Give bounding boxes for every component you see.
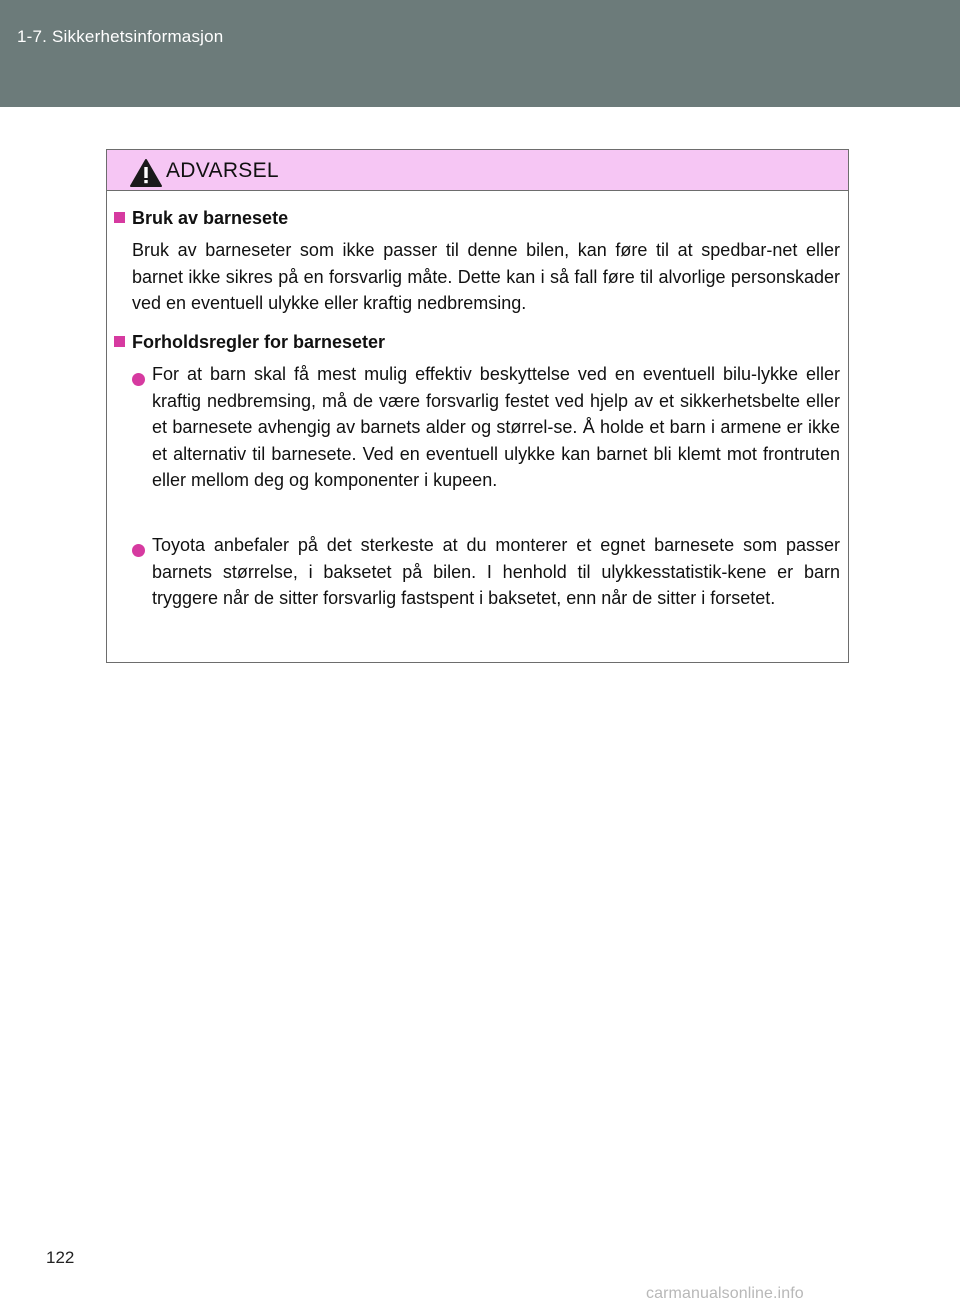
round-bullet-icon — [132, 373, 145, 386]
section-title: 1-7. Sikkerhetsinformasjon — [17, 27, 224, 46]
bullet-paragraph: Toyota anbefaler på det sterkeste at du monterer et egnet barnesete som passer barnets størrelse, i baksetet på bilen. I henhold til ulykkesstatistik-kene er barn tryggere når de sitter forsvarlig fastspent i baksetet, enn når de sitter i forsetet. — [152, 535, 840, 608]
section-heading-text: Forholdsregler for barneseter — [132, 332, 386, 352]
warning-triangle-icon — [129, 158, 163, 188]
section-heading-child-seat-use — [114, 208, 288, 229]
warning-box — [106, 149, 849, 663]
square-bullet-icon — [114, 212, 125, 223]
warning-header — [107, 150, 848, 191]
paragraph: Bruk av barneseter som ikke passer til denne bilen, kan føre til at spedbar-net eller barnet ikke sikres på en forsvarlig måte. Dette kan i så fall føre til alvorlige personskader ved en eventuell ulykke eller kraftig nedbremsing. — [132, 240, 840, 313]
page-number: 122 — [46, 1248, 75, 1267]
square-bullet-icon — [114, 336, 125, 347]
header-bar — [0, 0, 960, 107]
section-heading-text: Bruk av barnesete — [132, 208, 289, 228]
watermark: carmanualsonline.info — [646, 1285, 804, 1302]
bullet-paragraph: For at barn skal få mest mulig effektiv beskyttelse ved en eventuell bilu-lykke eller kraftig nedbremsing, må de være forsvarlig festet ved hjelp av et sikkerhetsbelte eller et barnesete avhengig av barnets alder og størrel-se. Å holde et barn i armene er ikke et alternativ til barnesete. Ved en eventuell ulykke kan barnet bli klemt mot frontruten eller mellom deg og komponenter i kupeen. — [152, 364, 840, 490]
section-heading-precautions — [114, 332, 385, 353]
warning-title: ADVARSEL — [166, 159, 279, 182]
round-bullet-icon — [132, 544, 145, 557]
